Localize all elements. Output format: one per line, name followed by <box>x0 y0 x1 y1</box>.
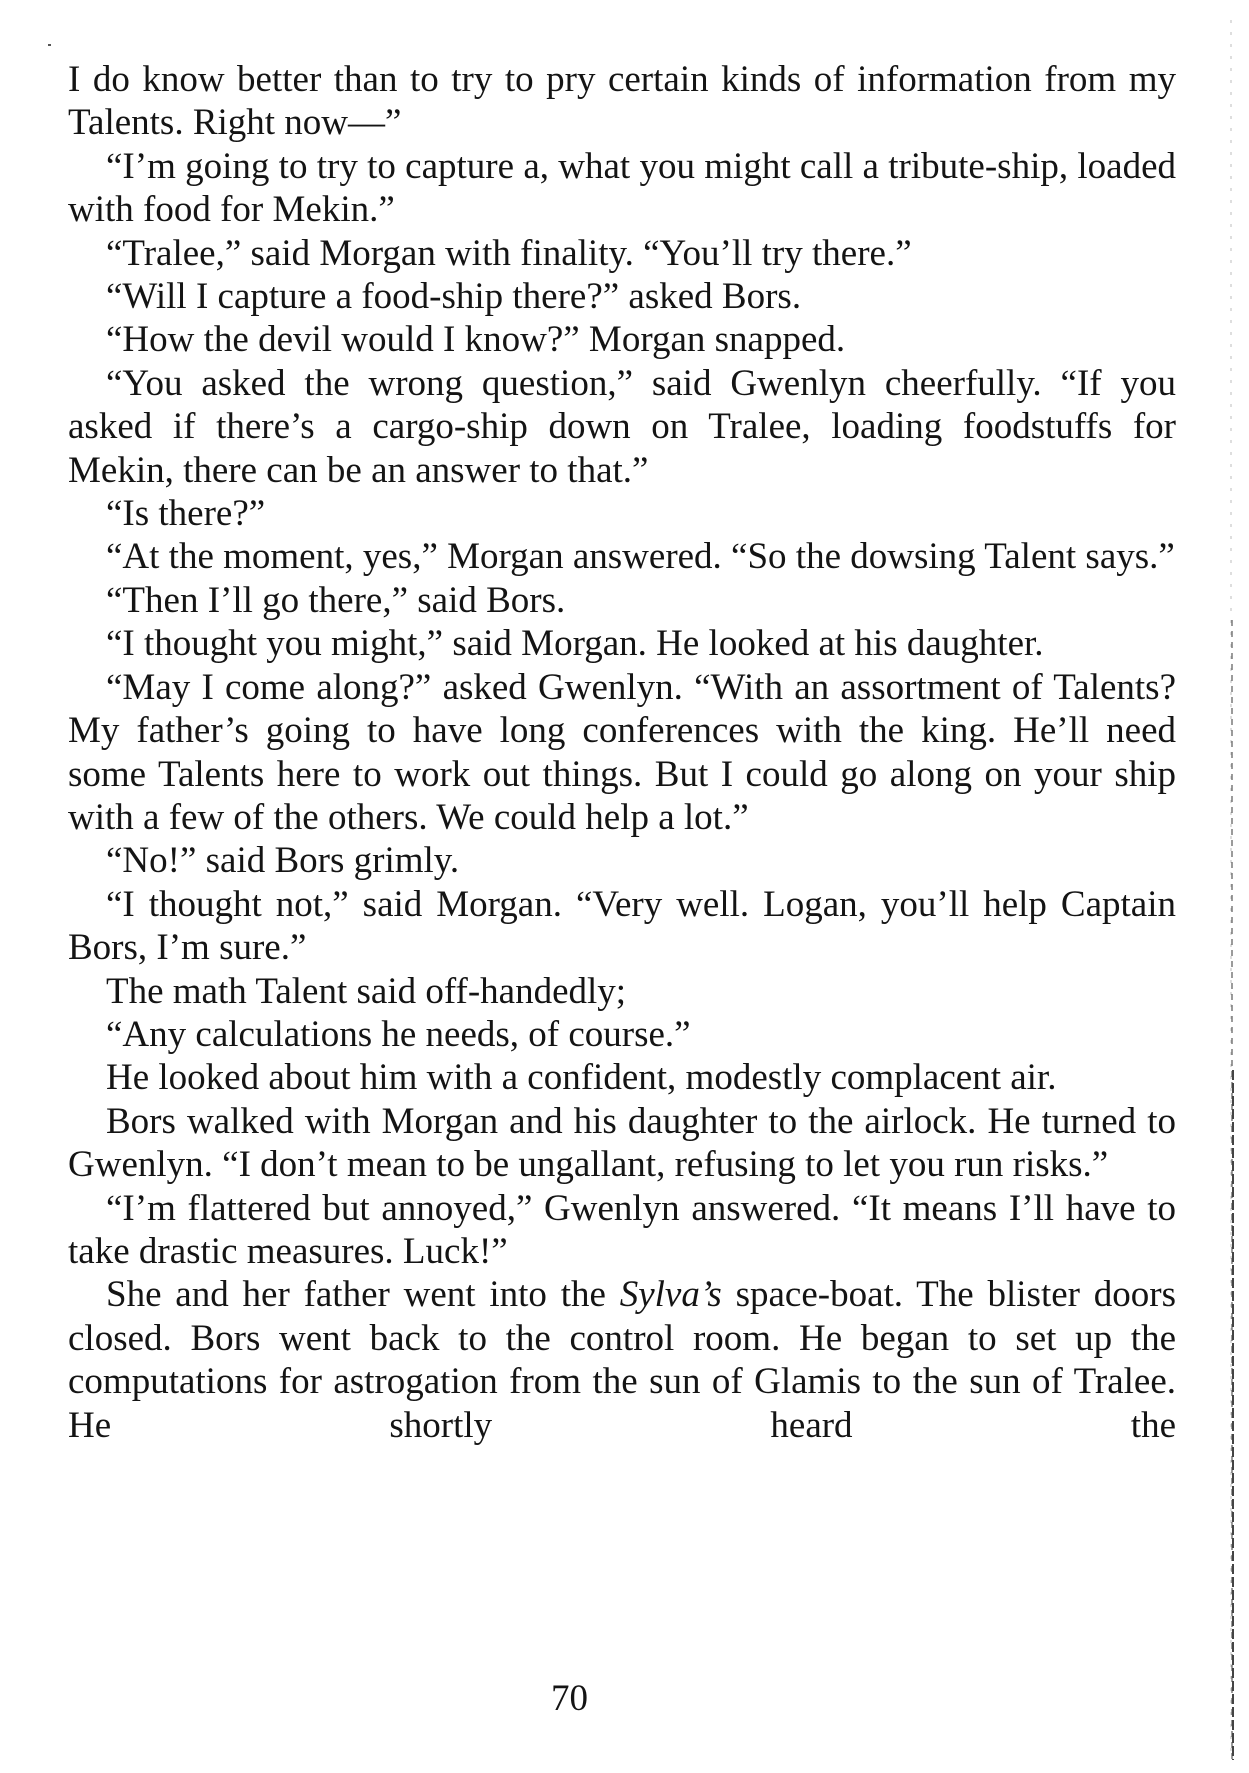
stray-ink-mark <box>48 44 51 46</box>
paragraph: “I’m going to try to capture a, what you might call a tribute-ship, loaded with food for Mekin.” <box>68 145 1176 231</box>
paragraph-with-italic <box>68 1273 1176 1447</box>
paragraph: The math Talent said off-handedly; <box>106 970 627 1012</box>
paragraph: Bors walked with Morgan and his daughter to the airlock. He turned to Gwenlyn. “I don’t mean to be ungallant, refusing to let you run risks.” <box>68 1100 1176 1186</box>
paragraph: He looked about him with a confident, modestly complacent air. <box>106 1057 1057 1099</box>
paragraph: “Is there?” <box>106 493 266 535</box>
paragraph: “Then I’ll go there,” said Bors. <box>106 579 566 621</box>
paragraph: “I thought not,” said Morgan. “Very well. Logan, you’ll help Captain Bors, I’m sure.” <box>68 883 1176 969</box>
page-number-text: 70 <box>551 1678 588 1719</box>
ship-name-italic: Sylva’s <box>619 1274 722 1316</box>
paragraph: “Any calculations he needs, of course.” <box>106 1013 691 1055</box>
paragraph: “Will I capture a food-ship there?” asked Bors. <box>106 276 802 318</box>
paragraph-text-after: space-boat. The blister doors closed. Bors went back to the control room. He began to set up the computations for astrogation from the sun of Glamis to the sun of Tralee. He shortly heard the <box>68 1274 1176 1446</box>
paragraph: “Tralee,” said Morgan with finality. “You’ll try there.” <box>106 232 912 274</box>
body-text <box>68 58 1176 1447</box>
paragraph: “At the moment, yes,” Morgan answered. “So the dowsing Talent says.” <box>106 536 1175 578</box>
binding-edge-shadow <box>1227 20 1235 1760</box>
paragraph: “I’m flattered but annoyed,” Gwenlyn answered. “It means I’ll have to take drastic measures. Luck!” <box>68 1187 1176 1272</box>
paragraph: “May I come along?” asked Gwenlyn. “With an assortment of Talents? My father’s going to have long conferences with the king. He’ll need some Talents here to work out things. But I could go along on your ship with a few of the others. We could help a lot.” <box>68 666 1176 838</box>
paragraph: “How the devil would I know?” Morgan snapped. <box>106 319 846 361</box>
paragraph: I do know better than to try to pry certain kinds of information from my Talents. Right now—” <box>68 59 1176 144</box>
paragraph: “No!” said Bors grimly. <box>106 840 460 882</box>
paragraph: “I thought you might,” said Morgan. He looked at his daughter. <box>106 623 1044 665</box>
paragraph: “You asked the wrong question,” said Gwenlyn cheerfully. “If you asked if there’s a cargo-ship down on Tralee, loading foodstuffs for Mekin, there can be an answer to that.” <box>68 362 1176 491</box>
paragraph-text-before: She and her father went into the <box>106 1274 620 1316</box>
page-number <box>0 1677 1249 1720</box>
